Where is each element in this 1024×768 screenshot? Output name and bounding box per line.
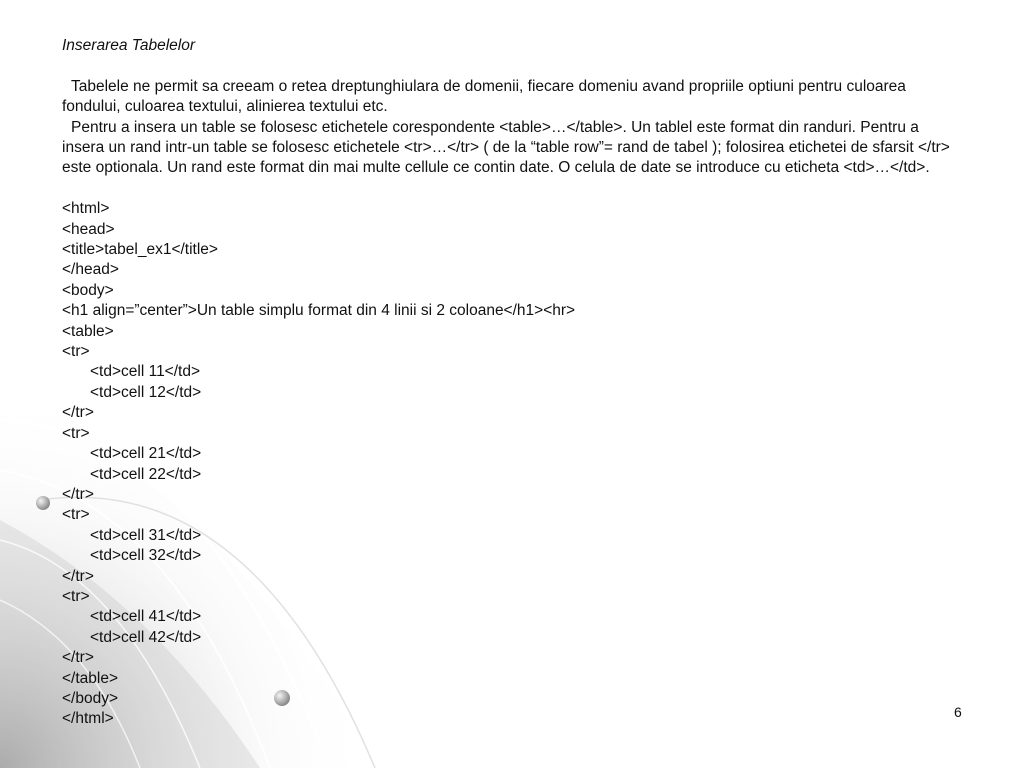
code-line: <h1 align=”center”>Un table simplu format din 4 linii si 2 coloane</h1><hr> <box>62 302 576 320</box>
code-line: </table> <box>62 669 119 687</box>
code-line: </head> <box>62 261 119 279</box>
code-line: <td>cell 11</td> <box>90 363 201 381</box>
code-line: <td>cell 32</td> <box>90 547 202 565</box>
code-line: <title>tabel_ex1</title> <box>62 241 218 259</box>
code-line: <td>cell 22</td> <box>90 465 202 483</box>
slide-content <box>62 36 962 730</box>
code-line: </tr> <box>62 404 94 422</box>
blank-line <box>62 179 962 199</box>
code-line: </tr> <box>62 567 94 585</box>
code-line: <td>cell 42</td> <box>90 628 202 646</box>
code-line: </tr> <box>62 485 94 503</box>
blank-line <box>62 56 962 76</box>
code-line: </body> <box>62 689 119 707</box>
code-line: <tr> <box>62 506 90 524</box>
code-line: <tr> <box>62 587 90 605</box>
code-example <box>62 199 962 730</box>
code-line: <td>cell 21</td> <box>90 445 202 463</box>
code-line: </tr> <box>62 649 94 667</box>
code-line: <td>cell 12</td> <box>90 383 202 401</box>
intro-paragraph: Tabelele ne permit sa creeam o retea dreptunghiulara de domenii, fiecare domeniu avand propriile optiuni pentru culoarea fondului, culoarea textului, alinierea textului etc. <box>62 77 906 116</box>
code-line: <td>cell 31</td> <box>90 526 202 544</box>
code-line: <tr> <box>62 343 90 361</box>
code-line: <table> <box>62 322 114 340</box>
code-line: <body> <box>62 281 114 299</box>
code-line: <tr> <box>62 424 90 442</box>
code-line: </html> <box>62 710 114 728</box>
code-line: <td>cell 41</td> <box>90 608 202 626</box>
slide-title: Inserarea Tabelelor <box>62 37 195 54</box>
code-line: <html> <box>62 200 110 218</box>
code-line: <head> <box>62 220 115 238</box>
table-tags-paragraph: Pentru a insera un table se folosesc etichetele corespondente <table>…</table>. Un tablel este format din randuri. Pentru a insera un rand intr-un table se folosesc etichetele <tr>…</tr> ( de la “table row”= rand de tabel ); folosirea etichetei de sfarsit </tr> este optionala. Un rand este format din mai multe cellule ce contin date. O celula de date se introduce cu eticheta <td>…</td>. <box>62 118 950 177</box>
page-number: 6 <box>954 704 962 720</box>
